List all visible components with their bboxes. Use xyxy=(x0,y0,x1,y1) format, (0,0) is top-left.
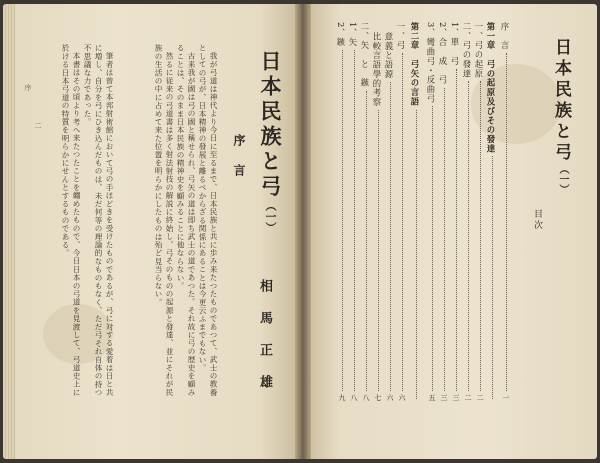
folio: 二 xyxy=(34,122,42,129)
toc-entry[interactable] xyxy=(383,32,395,402)
toc-entry[interactable] xyxy=(347,22,359,402)
author-name: 相 馬 正 雄 xyxy=(257,279,272,391)
page-edge xyxy=(3,4,15,459)
leader-dots xyxy=(359,91,367,391)
toc-page-number: 六 xyxy=(386,394,394,402)
toc-entry[interactable] xyxy=(409,22,421,402)
toc-page-number: 八 xyxy=(362,394,370,402)
leader-dots xyxy=(395,53,403,391)
toc-entry-text: 二、弓の發達 xyxy=(462,22,472,79)
paragraph: 筆者は曾て本邦射術館において弓の手ほどきを受けたものであるが、弓に対する愛着は日と共に増し、自分を弓にひき込んだものは、未だ何等の理論的なものもなく、ただ弓それ自体の持つ不思議な力であった。 xyxy=(83,44,114,397)
toc-entry-text: 一、弓 xyxy=(396,22,406,51)
toc-entry-text: 序 言 xyxy=(500,22,510,51)
toc-page-number: 一 xyxy=(502,394,510,402)
leader-dots xyxy=(499,53,507,391)
toc-entry[interactable] xyxy=(335,22,347,402)
toc-entry-text: 2、鏃 xyxy=(336,22,346,48)
leader-dots xyxy=(449,69,457,391)
toc-page-number: 五 xyxy=(428,394,436,402)
toc-entry-text: 1、單 弓 xyxy=(450,22,460,66)
book-title: 日本民族と弓 xyxy=(258,50,283,200)
leader-dots xyxy=(371,110,379,391)
toc-entry[interactable] xyxy=(371,32,383,402)
toc-page-number: 三 xyxy=(452,394,460,402)
open-book xyxy=(3,4,597,459)
paragraph: 古来我が國は弓の國と稱せられ、弓矢の道は即ち武士の道であつた。それ故に弓の歴史を顧みることは、そのまま日本民族の精神史を顧みることに他ならない。 xyxy=(176,44,196,396)
toc-entry-text: 意義と語源 xyxy=(384,32,394,79)
toc-entry[interactable] xyxy=(395,22,407,402)
leader-dots xyxy=(485,156,493,399)
paragraph: 我が弓道は神代より今日に至るまで、日本民族と共に歩み来たつたものであつて、武士の教養としての弓が、日本精神の發展と離るべからざる関係にあることは今更云ふまでもない。 xyxy=(198,44,218,396)
toc-entry-text: 第一章 弓の起原及びその發達 xyxy=(486,22,496,154)
toc-entry-text: 二、矢 と 鏃 xyxy=(360,22,370,88)
leader-dots xyxy=(335,50,343,391)
toc-label: 目次 xyxy=(532,209,542,231)
toc-entry[interactable] xyxy=(485,22,497,402)
preface-body-continued xyxy=(55,44,115,404)
toc-entry-text: 一、弓の起原 xyxy=(474,22,484,79)
toc-entry[interactable] xyxy=(499,22,511,402)
toc-page-number: 三 xyxy=(440,394,448,402)
left-page xyxy=(3,4,295,459)
table-of-contents xyxy=(319,22,597,442)
toc-entry[interactable] xyxy=(437,22,449,402)
toc-book-title: 日本民族と弓 xyxy=(551,38,571,164)
toc-entry-text: 3、彎曲弓・反曲弓 xyxy=(426,22,436,104)
toc-page-number: 二 xyxy=(464,394,472,402)
toc-page-number: 六 xyxy=(398,394,406,402)
toc-entry[interactable] xyxy=(359,22,371,402)
leader-dots xyxy=(437,88,445,391)
right-page xyxy=(311,4,597,459)
toc-entry[interactable] xyxy=(461,22,473,402)
toc-page-number: 九 xyxy=(338,394,346,402)
running-head: 序 xyxy=(24,84,32,91)
toc-entry[interactable] xyxy=(473,22,485,402)
leader-dots xyxy=(461,81,469,391)
toc-entry-text: 2、合 成 弓 xyxy=(438,22,448,85)
toc-page-number: 八 xyxy=(350,394,358,402)
toc-entry-text: 第二章 弓矢の言語 xyxy=(410,22,420,107)
toc-entry[interactable] xyxy=(425,22,437,402)
leader-dots xyxy=(473,81,481,391)
toc-entry[interactable] xyxy=(449,22,461,402)
preface-body xyxy=(125,44,219,404)
toc-page-number: 七 xyxy=(374,394,382,402)
leader-dots xyxy=(383,82,391,391)
leader-dots xyxy=(347,50,355,391)
toc-entry-text: 1、矢 xyxy=(348,22,358,48)
section-heading: 序 言 xyxy=(232,134,246,179)
book-gutter xyxy=(295,4,311,459)
toc-page-number: 二 xyxy=(476,394,484,402)
toc-volume: （一） xyxy=(557,164,568,194)
leader-dots xyxy=(425,106,433,391)
paragraph: 本書はその頃より考へ来たつたことを纏めたもので、今日日本の弓道を見渡して、弓道史上に於ける日本弓道の特質を明らかにせんとするものである。 xyxy=(61,44,81,396)
leader-dots xyxy=(409,110,417,399)
volume-number: （一） xyxy=(264,200,277,233)
paragraph: 然るに従来の弓道書は多く射法射技の解説に終始し、弓そのものの起源と發達、並にそれが民族の生活の中に占めて来た位置を明らかにしたものは殆ど見当らない。 xyxy=(154,44,174,396)
toc-entry-text: 比較言語學的考察 xyxy=(372,32,382,108)
